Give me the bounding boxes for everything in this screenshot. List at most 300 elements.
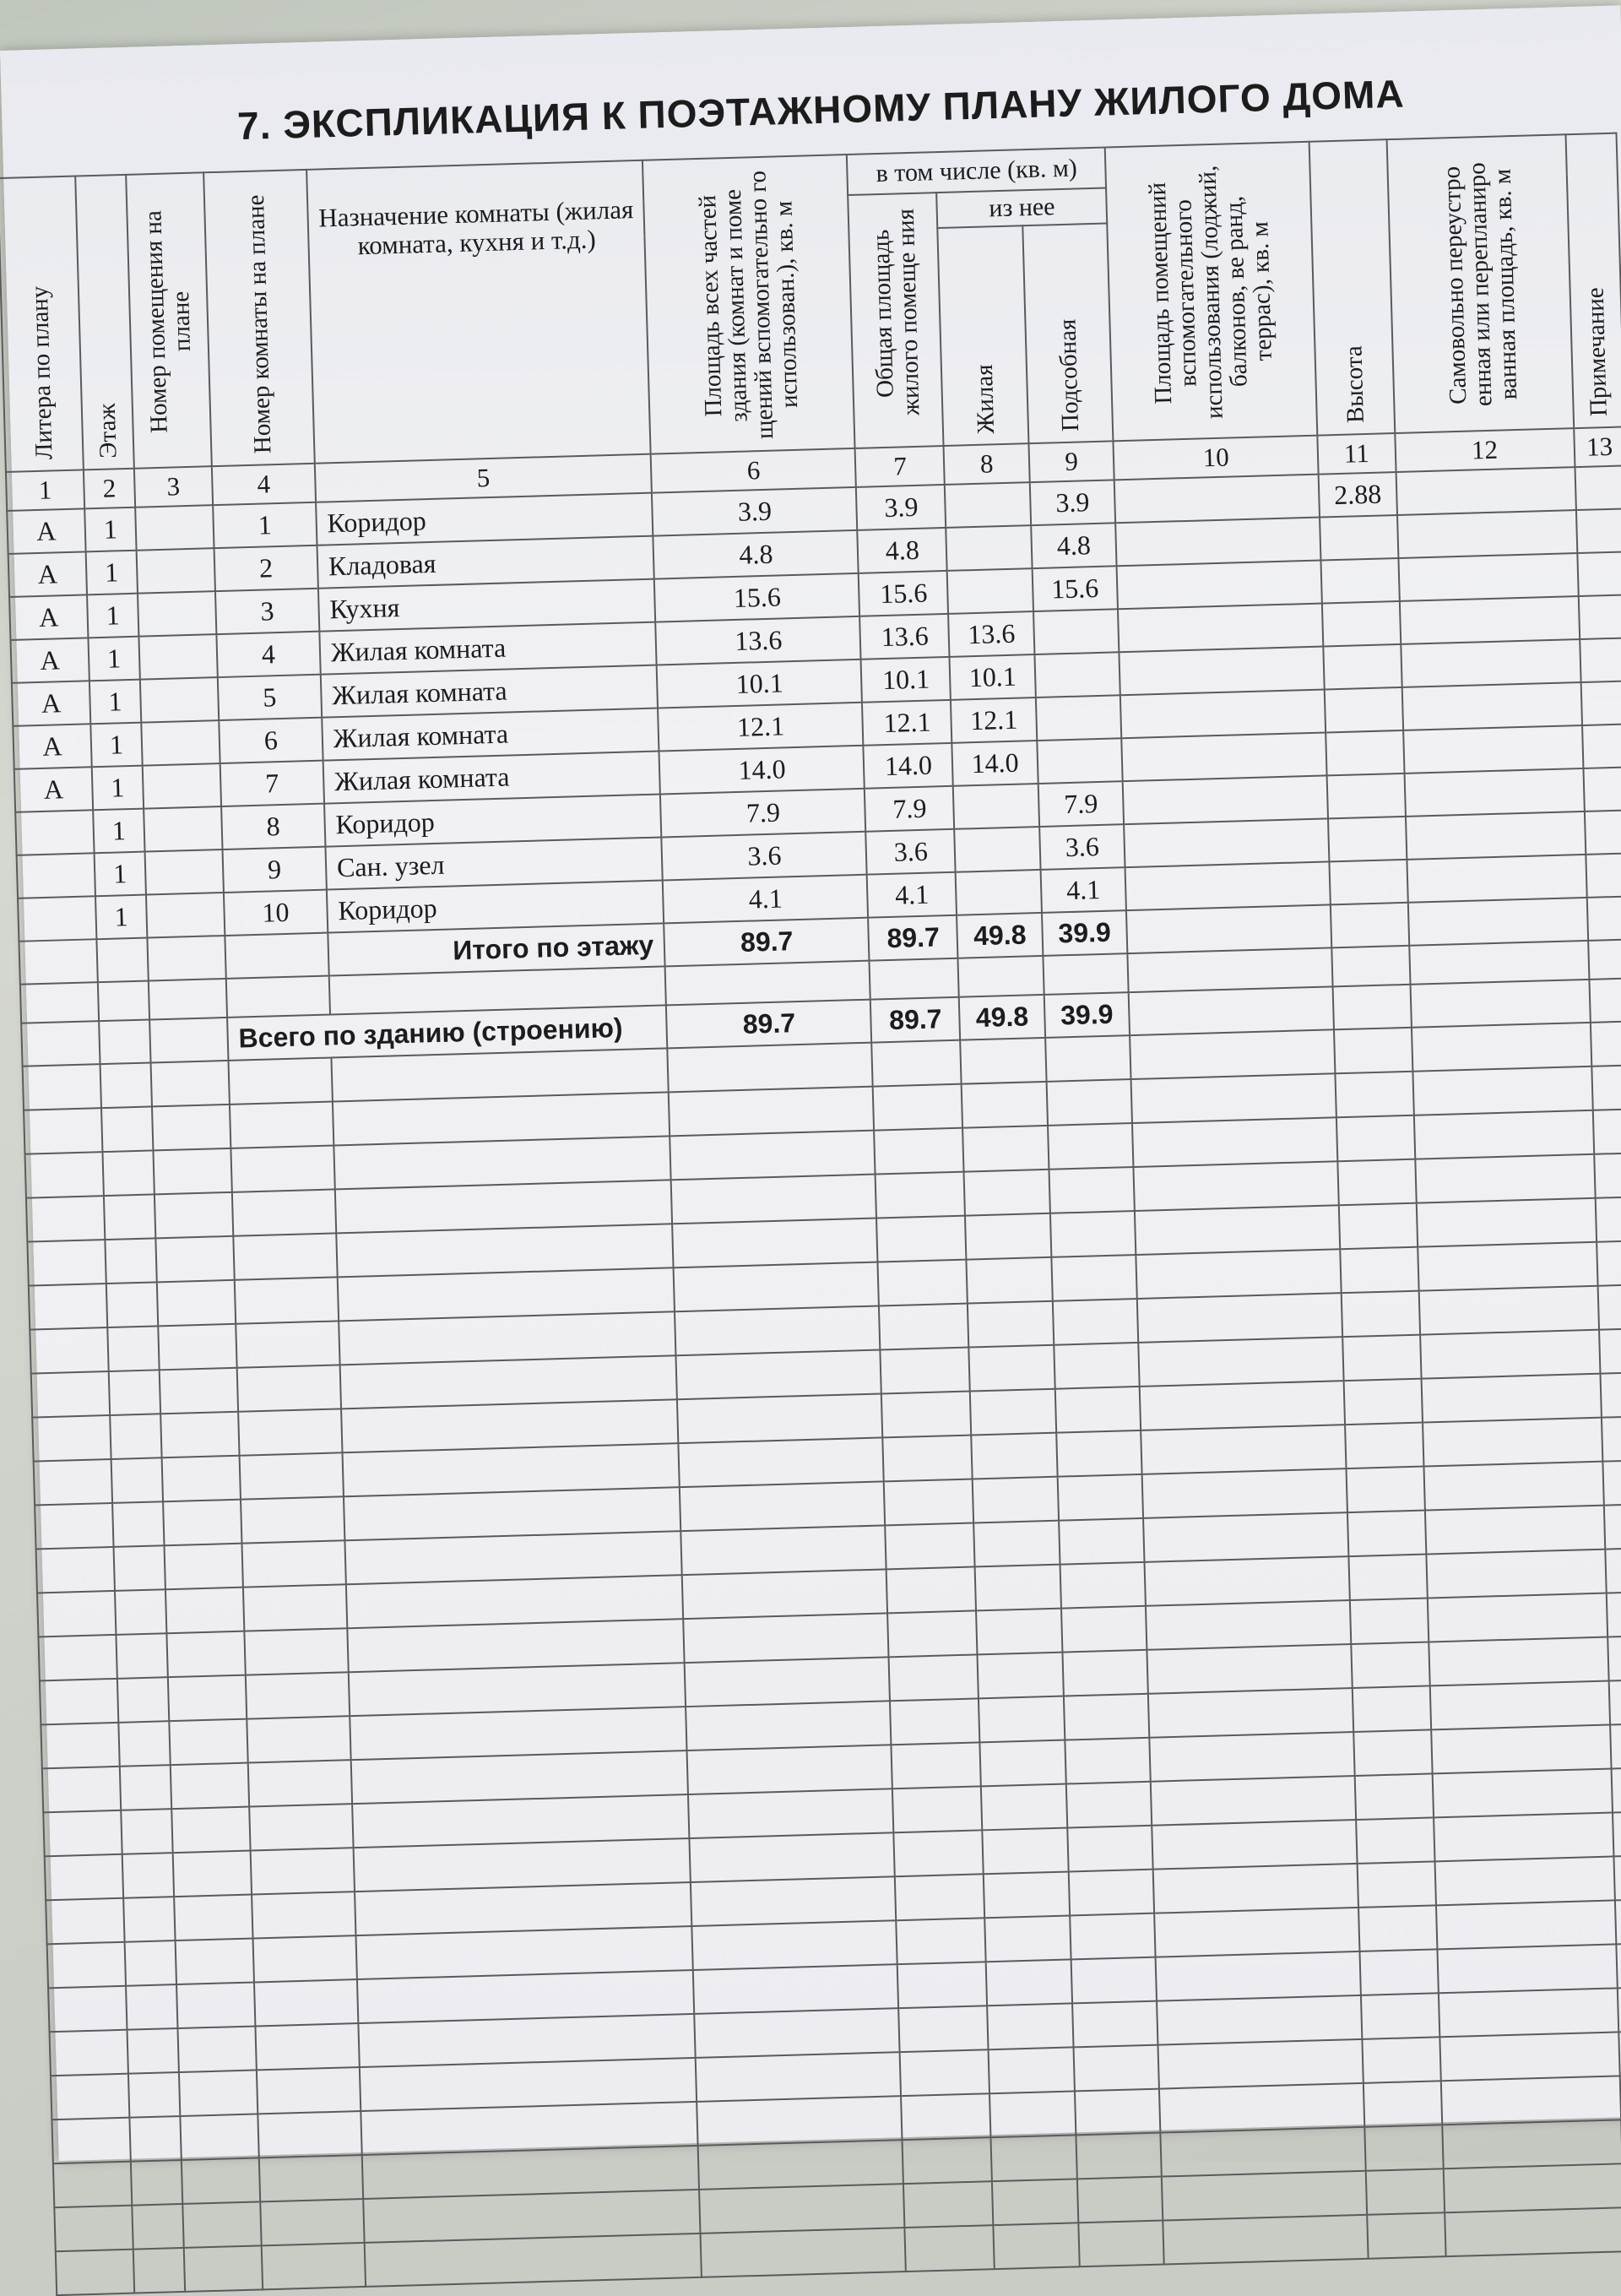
cell-premises-number	[144, 806, 222, 852]
cell-premises-number	[141, 720, 220, 766]
col-num: 2	[84, 469, 135, 509]
blank-cell	[111, 1457, 163, 1503]
blank-cell	[1163, 2215, 1368, 2265]
blank-cell	[872, 1040, 962, 1087]
cell-general-area: 12.1	[862, 700, 951, 746]
cell-height	[1328, 817, 1407, 862]
blank-cell	[1600, 1372, 1621, 1418]
blank-cell	[1431, 1725, 1611, 1774]
blank-cell	[892, 1742, 981, 1788]
cell-general-area: 15.6	[859, 571, 948, 616]
cell-note	[1575, 508, 1621, 553]
blank-cell	[128, 2072, 180, 2118]
cell-self-rebuilt	[1404, 768, 1584, 817]
cell-general-area: 3.6	[866, 829, 956, 875]
blank-cell	[879, 1304, 968, 1350]
cell-room-number: 7	[220, 761, 324, 806]
blank-cell	[24, 1152, 103, 1198]
cell-utility-area: 15.6	[1032, 566, 1118, 611]
blank-cell	[116, 1633, 167, 1679]
blank-cell	[1351, 1642, 1429, 1688]
blank-cell	[1345, 1423, 1423, 1469]
blank-cell	[1056, 1430, 1142, 1477]
blank-cell	[969, 1345, 1055, 1392]
blank-cell	[1429, 1637, 1608, 1686]
cell-general-area: 3.9	[856, 485, 946, 530]
cell-total-area: 13.6	[656, 616, 861, 665]
blank-cell	[679, 1437, 884, 1487]
blank-cell	[1336, 1115, 1415, 1162]
header-self-rebuilt-area: Самовольно переустро енная или перепланиро ванная площадь, кв. м	[1386, 134, 1574, 433]
blank-cell	[1363, 2081, 1442, 2127]
cell-litera: А	[9, 594, 88, 640]
header-premises-number: Номер помещения на плане	[126, 172, 212, 468]
blank-cell	[668, 1043, 873, 1093]
blank-cell	[873, 1084, 962, 1131]
cell-utility-area	[1033, 609, 1120, 654]
blank-cell	[967, 1257, 1053, 1304]
blank-cell	[175, 1939, 253, 1985]
blank-cell	[1611, 1767, 1621, 1813]
blank-cell	[905, 2225, 995, 2272]
cell-general-area: 4.1	[867, 872, 957, 918]
blank-cell	[1337, 1159, 1416, 1206]
blank-cell	[1617, 1987, 1621, 2033]
blank-cell	[970, 1389, 1056, 1436]
blank-cell	[1613, 1811, 1621, 1857]
blank-cell	[685, 1657, 890, 1707]
blank-cell	[255, 2023, 359, 2070]
blank-cell	[56, 2250, 134, 2296]
floor-total-utility: 39.9	[1042, 910, 1128, 956]
blank-cell	[114, 1545, 165, 1591]
building-total-label: Всего по зданию (строению)	[227, 1005, 668, 1061]
cell-self-rebuilt	[1401, 682, 1581, 730]
blank-rows	[23, 1021, 1621, 2295]
blank-cell	[687, 1745, 892, 1794]
blank-cell	[243, 1584, 347, 1631]
cell-note	[1578, 594, 1621, 639]
col-num: 13	[1574, 426, 1621, 467]
blank-cell	[895, 1874, 984, 1920]
blank-cell	[881, 1392, 971, 1438]
blank-cell	[1347, 1467, 1425, 1513]
cell-living-area	[956, 870, 1042, 915]
blank-cell	[1055, 1387, 1141, 1433]
cell-self-rebuilt	[1397, 510, 1577, 558]
col-num: 12	[1395, 428, 1575, 472]
blank-cell	[1142, 1468, 1347, 1518]
col-num: 8	[944, 443, 1030, 485]
blank-cell	[1334, 1028, 1412, 1074]
blank-cell	[989, 2091, 1076, 2137]
blank-cell	[1412, 1067, 1592, 1115]
blank-cell	[962, 1126, 1049, 1172]
blank-cell	[991, 2135, 1077, 2181]
blank-cell	[1066, 1782, 1152, 1828]
cell-utility-area	[1037, 738, 1123, 784]
blank-cell	[42, 1767, 121, 1813]
header-height: Высота	[1309, 139, 1395, 435]
blank-cell	[962, 1082, 1048, 1128]
blank-cell	[695, 2008, 900, 2058]
blank-cell	[983, 1828, 1069, 1875]
blank-cell	[236, 1321, 339, 1367]
blank-cell	[1149, 1732, 1354, 1782]
cell-utility-area	[1034, 652, 1120, 697]
col-num: 7	[855, 446, 945, 487]
blank-cell	[244, 1628, 348, 1675]
blank-cell	[238, 1409, 342, 1455]
blank-cell	[1590, 1021, 1621, 1067]
cell-height	[1320, 515, 1398, 561]
cell-room-name: Жилая комната	[323, 752, 660, 804]
cell-room-name: Коридор	[316, 493, 653, 546]
header-including-group: в том числе (кв. м)	[847, 147, 1106, 195]
blank-cell	[1358, 1905, 1437, 1951]
blank-cell	[1353, 1729, 1432, 1776]
cell-floor: 1	[92, 766, 144, 811]
building-total-living: 49.8	[959, 995, 1045, 1040]
cell-note	[1580, 638, 1621, 682]
blank-cell	[241, 1540, 345, 1587]
blank-cell	[182, 2201, 261, 2248]
blank-cell	[1134, 1161, 1339, 1211]
blank-cell	[168, 1675, 247, 1722]
cell-living-area	[955, 827, 1041, 872]
cell-premises-number	[146, 893, 225, 938]
cell-living-area	[953, 784, 1039, 829]
header-of-which: из нее	[937, 187, 1108, 228]
blank-cell	[31, 1371, 110, 1418]
blank-cell	[1064, 1694, 1150, 1740]
blank-cell	[46, 1898, 124, 1945]
table-header	[0, 133, 1621, 511]
cell-height	[1322, 601, 1401, 647]
cell-auxiliary-area	[1120, 647, 1325, 696]
blank-cell	[1067, 1826, 1153, 1872]
blank-cell	[1157, 1995, 1362, 2045]
blank-cell	[165, 1588, 244, 1634]
cell-self-rebuilt	[1407, 855, 1586, 903]
blank-cell	[1131, 1073, 1336, 1123]
blank-cell	[876, 1216, 966, 1262]
blank-cell	[1363, 2037, 1441, 2083]
blank-cell	[1154, 1908, 1359, 1957]
header-living: Жилая	[938, 225, 1029, 446]
cell-height	[1330, 860, 1408, 905]
blank-cell	[36, 1547, 115, 1593]
cell-litera: А	[7, 508, 85, 554]
cell-self-rebuilt	[1398, 553, 1578, 601]
cell-height	[1323, 644, 1401, 690]
blank-cell	[981, 1784, 1067, 1831]
cell-utility-area: 4.1	[1040, 867, 1126, 913]
blank-cell	[690, 1832, 895, 1882]
blank-cell	[248, 1760, 352, 1806]
blank-cell	[232, 1189, 336, 1235]
blank-cell	[1602, 1460, 1621, 1506]
blank-cell	[901, 2093, 990, 2140]
cell-premises-number	[140, 677, 219, 723]
blank-cell	[164, 1544, 242, 1590]
building-total-area: 89.7	[666, 1000, 871, 1049]
blank-cell	[1059, 1518, 1145, 1565]
blank-cell	[247, 1716, 350, 1762]
blank-cell	[884, 1479, 973, 1525]
cell-height	[1326, 730, 1404, 776]
blank-cell	[1355, 1773, 1434, 1820]
blank-cell	[1432, 1769, 1612, 1818]
blank-cell	[1434, 1856, 1614, 1905]
blank-cell	[169, 1719, 247, 1766]
cell-room-number: 1	[213, 502, 317, 548]
blank-cell	[179, 2070, 258, 2116]
cell-living-area: 12.1	[951, 697, 1037, 743]
cell-auxiliary-area	[1124, 818, 1329, 867]
cell-total-area: 12.1	[658, 703, 863, 752]
blank-cell	[117, 1677, 169, 1723]
header-note: Примечание	[1565, 133, 1621, 429]
blank-cell	[233, 1233, 337, 1279]
cell-height	[1327, 773, 1406, 819]
blank-cell	[262, 2243, 366, 2289]
blank-cell	[1416, 1198, 1596, 1247]
cell-height	[1321, 558, 1400, 604]
blank-cell	[171, 1807, 250, 1854]
header-litera: Литера по плану	[0, 176, 84, 472]
blank-cell	[32, 1415, 111, 1462]
cell-floor: 1	[86, 551, 138, 595]
blank-cell	[886, 1523, 975, 1569]
blank-cell	[1057, 1474, 1143, 1521]
blank-cell	[1595, 1197, 1621, 1242]
cell-room-name: Жилая комната	[322, 708, 659, 761]
blank-cell	[1599, 1328, 1621, 1374]
cell-total-area: 7.9	[660, 789, 865, 838]
blank-cell	[682, 1569, 887, 1619]
cell-note	[1575, 465, 1621, 510]
blank-cell	[105, 1238, 156, 1284]
cell-room-number: 2	[214, 546, 317, 591]
blank-cell	[104, 1194, 155, 1240]
cell-auxiliary-area	[1123, 775, 1328, 824]
blank-cell	[230, 1145, 334, 1191]
blank-cell	[51, 2074, 129, 2120]
blank-cell	[1606, 1592, 1621, 1637]
blank-cell	[1145, 1556, 1350, 1606]
blank-cell	[1353, 1685, 1431, 1732]
cell-room-name: Кладовая	[317, 536, 654, 589]
cell-self-rebuilt	[1399, 596, 1579, 644]
blank-cell	[1367, 2212, 1445, 2259]
cell-note	[1577, 551, 1621, 596]
cell-litera: А	[14, 767, 93, 812]
blank-cell	[671, 1175, 876, 1224]
blank-cell	[673, 1219, 878, 1268]
blank-cell	[365, 2234, 702, 2287]
cell-auxiliary-area	[1121, 732, 1326, 781]
blank-cell	[235, 1277, 339, 1323]
blank-cell	[26, 1196, 105, 1242]
blank-cell	[1061, 1606, 1147, 1653]
cell-room-number: 4	[216, 632, 320, 677]
blank-cell	[184, 2245, 263, 2292]
col-num: 3	[134, 466, 213, 508]
blank-cell	[1421, 1374, 1601, 1423]
blank-cell	[1594, 1153, 1621, 1198]
cell-note	[1580, 681, 1621, 725]
cell-self-rebuilt	[1401, 639, 1580, 687]
blank-cell	[677, 1393, 882, 1443]
cell-room-number: 9	[222, 847, 326, 893]
blank-cell	[1340, 1247, 1418, 1294]
blank-cell	[1141, 1425, 1346, 1474]
blank-cell	[241, 1496, 344, 1543]
blank-cell	[106, 1282, 158, 1327]
blank-cell	[1158, 2039, 1363, 2089]
cell-litera	[18, 896, 96, 942]
cell-self-rebuilt	[1403, 725, 1583, 773]
blank-cell	[152, 1105, 230, 1151]
blank-cell	[48, 1986, 127, 2033]
blank-cell	[684, 1613, 889, 1663]
blank-cell	[894, 1830, 984, 1876]
cell-room-name: Коридор	[324, 794, 662, 846]
cell-total-area: 14.0	[659, 746, 865, 795]
blank-cell	[249, 1804, 353, 1850]
blank-cell	[126, 1984, 177, 2030]
blank-cell	[155, 1236, 234, 1283]
blank-cell	[699, 2184, 904, 2234]
blank-cell	[174, 1895, 252, 1941]
blank-cell	[27, 1240, 106, 1286]
blank-cell	[1347, 1511, 1426, 1557]
cell-room-name: Жилая комната	[319, 622, 657, 675]
blank-cell	[903, 2181, 993, 2228]
blank-cell	[1140, 1381, 1345, 1430]
blank-cell	[897, 1918, 986, 1964]
blank-cell	[1423, 1418, 1602, 1467]
building-total-general: 89.7	[870, 997, 960, 1043]
blank-cell	[34, 1459, 112, 1506]
blank-cell	[230, 1101, 333, 1148]
blank-cell	[1445, 2207, 1621, 2256]
blank-cell	[1151, 1776, 1356, 1826]
blank-cell	[1420, 1330, 1600, 1379]
blank-cell	[171, 1763, 249, 1810]
cell-utility-area	[1036, 695, 1122, 741]
blank-cell	[246, 1672, 350, 1718]
cell-floor: 1	[88, 637, 139, 681]
blank-cell	[878, 1260, 968, 1306]
cell-floor: 1	[93, 809, 144, 854]
blank-cell	[1440, 2076, 1620, 2125]
blank-cell	[1616, 1943, 1621, 1989]
blank-cell	[52, 2118, 130, 2164]
cell-litera: А	[12, 681, 90, 726]
blank-cell	[1148, 1688, 1353, 1738]
blank-cell	[1045, 1035, 1131, 1082]
blank-cell	[978, 1653, 1064, 1699]
header-room-number: Номер комнаты на плане	[203, 170, 315, 466]
cell-floor: 1	[90, 723, 142, 768]
blank-cell	[670, 1131, 876, 1181]
blank-cell	[887, 1610, 977, 1657]
floor-total-living: 49.8	[957, 913, 1043, 958]
header-auxiliary-area: Площадь помещений вспомогательного использования (лоджий, балконов, ве ранд, террас), кв. м	[1105, 142, 1318, 442]
blank-cell	[163, 1500, 241, 1546]
blank-cell	[961, 1038, 1047, 1084]
header-room-purpose: Назначение комнаты (жилая комната, кухня и т.д.)	[306, 160, 651, 464]
blank-cell	[150, 1061, 229, 1107]
blank-cell	[964, 1170, 1050, 1216]
blank-cell	[107, 1326, 159, 1371]
cell-living-area: 13.6	[948, 611, 1034, 657]
blank-cell	[155, 1192, 233, 1239]
blank-cell	[127, 2028, 178, 2074]
blank-cell	[1060, 1562, 1146, 1609]
blank-cell	[1358, 1861, 1436, 1908]
cell-living-area	[947, 568, 1033, 614]
blank-cell	[1608, 1680, 1621, 1725]
cell-room-number: 8	[221, 804, 325, 849]
blank-cell	[110, 1414, 161, 1459]
blank-cell	[1605, 1548, 1621, 1593]
blank-cell	[131, 2160, 182, 2206]
blank-cell	[984, 1872, 1070, 1919]
blank-cell	[1415, 1154, 1595, 1203]
blank-cell	[1412, 1023, 1591, 1072]
blank-cell	[1614, 1899, 1621, 1945]
blank-cell	[182, 2158, 260, 2204]
blank-cell	[254, 1979, 358, 2026]
blank-cell	[975, 1565, 1061, 1611]
cell-premises-number	[144, 849, 223, 895]
blank-cell	[680, 1481, 885, 1531]
blank-cell	[157, 1280, 236, 1327]
blank-cell	[1159, 2083, 1364, 2133]
blank-cell	[889, 1654, 979, 1701]
blank-cell	[890, 1698, 979, 1745]
blank-cell	[1077, 2177, 1163, 2223]
blank-cell	[988, 2003, 1074, 2049]
blank-cell	[1152, 1820, 1357, 1870]
document-sheet	[0, 5, 1621, 2161]
blank-cell	[903, 2137, 992, 2184]
blank-cell	[1156, 1951, 1361, 2001]
blank-cell	[1364, 2125, 1443, 2171]
blank-cell	[1161, 2127, 1366, 2177]
floor-total-area: 89.7	[664, 918, 870, 967]
blank-cell	[158, 1324, 236, 1371]
cell-auxiliary-area	[1114, 475, 1320, 524]
blank-cell	[120, 1765, 171, 1810]
blank-cell	[899, 2006, 989, 2052]
blank-cell	[1130, 1029, 1335, 1079]
blank-cell	[160, 1368, 238, 1414]
blank-cell	[1146, 1600, 1351, 1650]
blank-cell	[1046, 1079, 1132, 1126]
blank-cell	[1607, 1636, 1621, 1681]
blank-cell	[696, 2052, 901, 2102]
cell-living-area: 10.1	[950, 654, 1036, 700]
blank-cell	[1349, 1555, 1428, 1601]
col-num: 11	[1317, 433, 1396, 475]
blank-cell	[701, 2228, 906, 2277]
blank-cell	[259, 2155, 363, 2201]
blank-cell	[30, 1327, 108, 1374]
